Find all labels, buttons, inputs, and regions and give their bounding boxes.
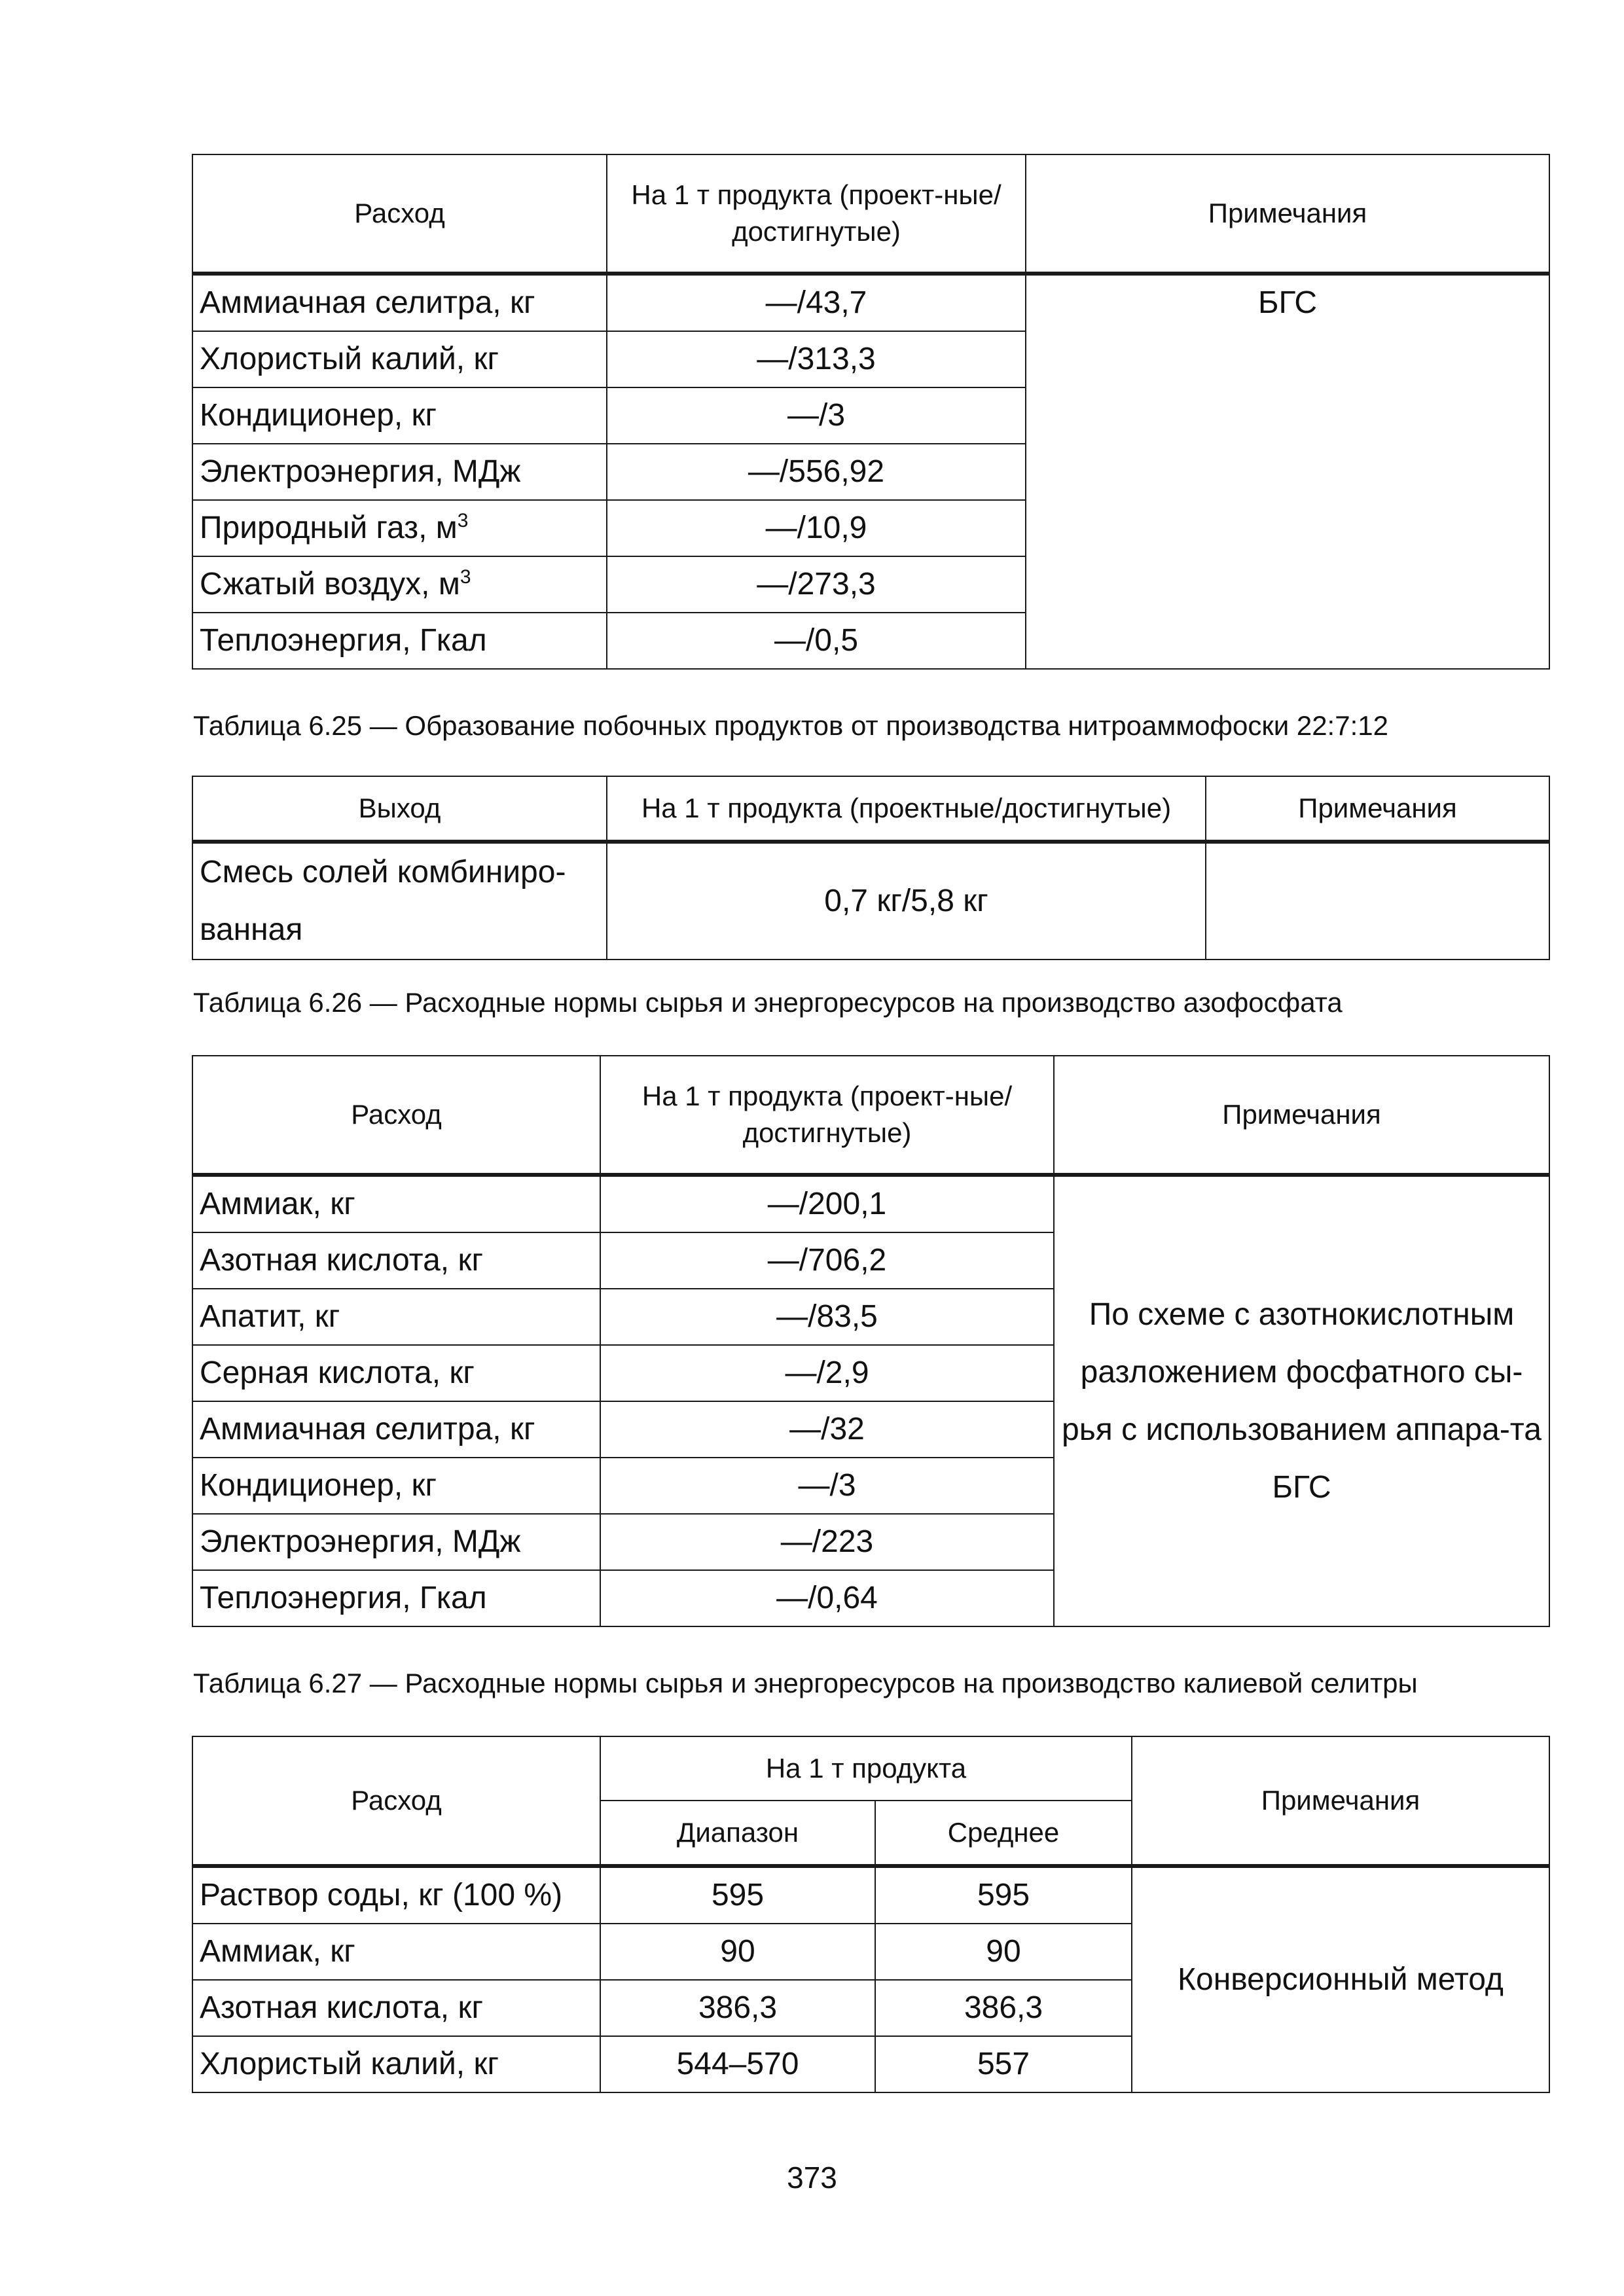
row-name: Аммиак, кг — [192, 1924, 600, 1980]
superscript: 3 — [460, 566, 471, 588]
row-name: Азотная кислота, кг — [192, 1980, 600, 2036]
row-name: Электроэнергия, МДж — [192, 444, 607, 500]
row-name: Хлористый калий, кг — [192, 331, 607, 387]
row-name-text: Природный газ, м — [200, 511, 458, 545]
table-header-row — [192, 776, 1549, 842]
row-name: Хлористый калий, кг — [192, 2036, 600, 2092]
table-azophosphate-consumption — [192, 1055, 1550, 1627]
row-value: —/706,2 — [600, 1232, 1054, 1289]
table-by-products — [192, 776, 1550, 960]
header-per-ton: На 1 т продукта (проектные/достигнутые) — [607, 776, 1206, 842]
header-consumption: Расход — [192, 1736, 600, 1866]
header-consumption: Расход — [192, 1056, 600, 1175]
row-value: —/3 — [607, 387, 1026, 444]
header-average: Среднее — [875, 1801, 1132, 1866]
row-name: Кондиционер, кг — [192, 387, 607, 444]
table-caption-6-25: Таблица 6.25 — Образование побочных продуктов от производства нитроаммофоски 22:7:12 — [193, 710, 1388, 741]
table-header-row — [192, 1056, 1549, 1175]
row-range: 595 — [600, 1866, 875, 1924]
row-name: Апатит, кг — [192, 1289, 600, 1345]
row-average: 557 — [875, 2036, 1132, 2092]
page-number: 373 — [787, 2161, 837, 2195]
table-row — [192, 1866, 1549, 1924]
row-name: Смесь солей комбиниро-ванная — [192, 842, 607, 960]
superscript: 3 — [457, 510, 469, 531]
row-value: —/223 — [600, 1514, 1054, 1570]
header-consumption: Расход — [192, 154, 607, 274]
header-per-ton: На 1 т продукта — [600, 1736, 1132, 1801]
row-value: —/313,3 — [607, 331, 1026, 387]
table-row — [192, 1175, 1549, 1232]
row-note: По схеме с азотнокислотным разложением фосфатного сы-рья с использованием аппара-та БГС — [1054, 1175, 1549, 1626]
header-notes: Примечания — [1054, 1056, 1549, 1175]
row-value: —/43,7 — [607, 274, 1026, 331]
row-name: Теплоэнергия, Гкал — [192, 1570, 600, 1626]
row-value: 0,7 кг/5,8 кг — [607, 842, 1206, 960]
row-name: Серная кислота, кг — [192, 1345, 600, 1401]
header-notes: Примечания — [1132, 1736, 1549, 1866]
header-per-ton-text: На 1 т продукта (проект-ные/достигнутые) — [631, 179, 1001, 247]
row-name: Теплоэнергия, Гкал — [192, 613, 607, 669]
header-per-ton — [607, 154, 1026, 274]
row-name: Кондиционер, кг — [192, 1458, 600, 1514]
header-notes: Примечания — [1206, 776, 1549, 842]
table-caption-6-27: Таблица 6.27 — Расходные нормы сырья и энергоресурсов на производство калиевой селитры — [193, 1668, 1418, 1698]
table-row — [192, 842, 1549, 960]
header-per-ton — [600, 1056, 1054, 1175]
row-range: 386,3 — [600, 1980, 875, 2036]
row-value: —/200,1 — [600, 1175, 1054, 1232]
row-value: —/10,9 — [607, 500, 1026, 556]
row-value: —/273,3 — [607, 556, 1026, 613]
header-notes: Примечания — [1026, 154, 1549, 274]
row-note: БГС — [1026, 274, 1549, 669]
row-name: Раствор соды, кг (100 %) — [192, 1866, 600, 1924]
row-value: —/556,92 — [607, 444, 1026, 500]
row-value: —/2,9 — [600, 1345, 1054, 1401]
table-raw-material-consumption-continued — [192, 154, 1550, 670]
row-average: 595 — [875, 1866, 1132, 1924]
table-header-row — [192, 1736, 1549, 1801]
row-value: —/83,5 — [600, 1289, 1054, 1345]
row-name-text: Сжатый воздух, м — [200, 567, 460, 601]
row-range: 90 — [600, 1924, 875, 1980]
row-range: 544–570 — [600, 2036, 875, 2092]
row-name — [192, 500, 607, 556]
row-name: Аммиачная селитра, кг — [192, 274, 607, 331]
table-row — [192, 274, 1549, 331]
table-potassium-nitrate-consumption — [192, 1736, 1550, 2093]
row-note: Конверсионный метод — [1132, 1866, 1549, 2092]
header-range: Диапазон — [600, 1801, 875, 1866]
row-note — [1206, 842, 1549, 960]
header-output: Выход — [192, 776, 607, 842]
row-value: —/32 — [600, 1401, 1054, 1458]
row-value: —/3 — [600, 1458, 1054, 1514]
row-name: Электроэнергия, МДж — [192, 1514, 600, 1570]
row-average: 90 — [875, 1924, 1132, 1980]
table-header-row — [192, 154, 1549, 274]
header-per-ton-text: На 1 т продукта (проект-ные/достигнутые) — [641, 1081, 1013, 1148]
row-value: —/0,64 — [600, 1570, 1054, 1626]
table-caption-6-26: Таблица 6.26 — Расходные нормы сырья и энергоресурсов на производство азофосфата — [193, 987, 1343, 1018]
row-name — [192, 556, 607, 613]
row-name: Азотная кислота, кг — [192, 1232, 600, 1289]
row-average: 386,3 — [875, 1980, 1132, 2036]
row-value: —/0,5 — [607, 613, 1026, 669]
row-name: Аммиачная селитра, кг — [192, 1401, 600, 1458]
row-name: Аммиак, кг — [192, 1175, 600, 1232]
